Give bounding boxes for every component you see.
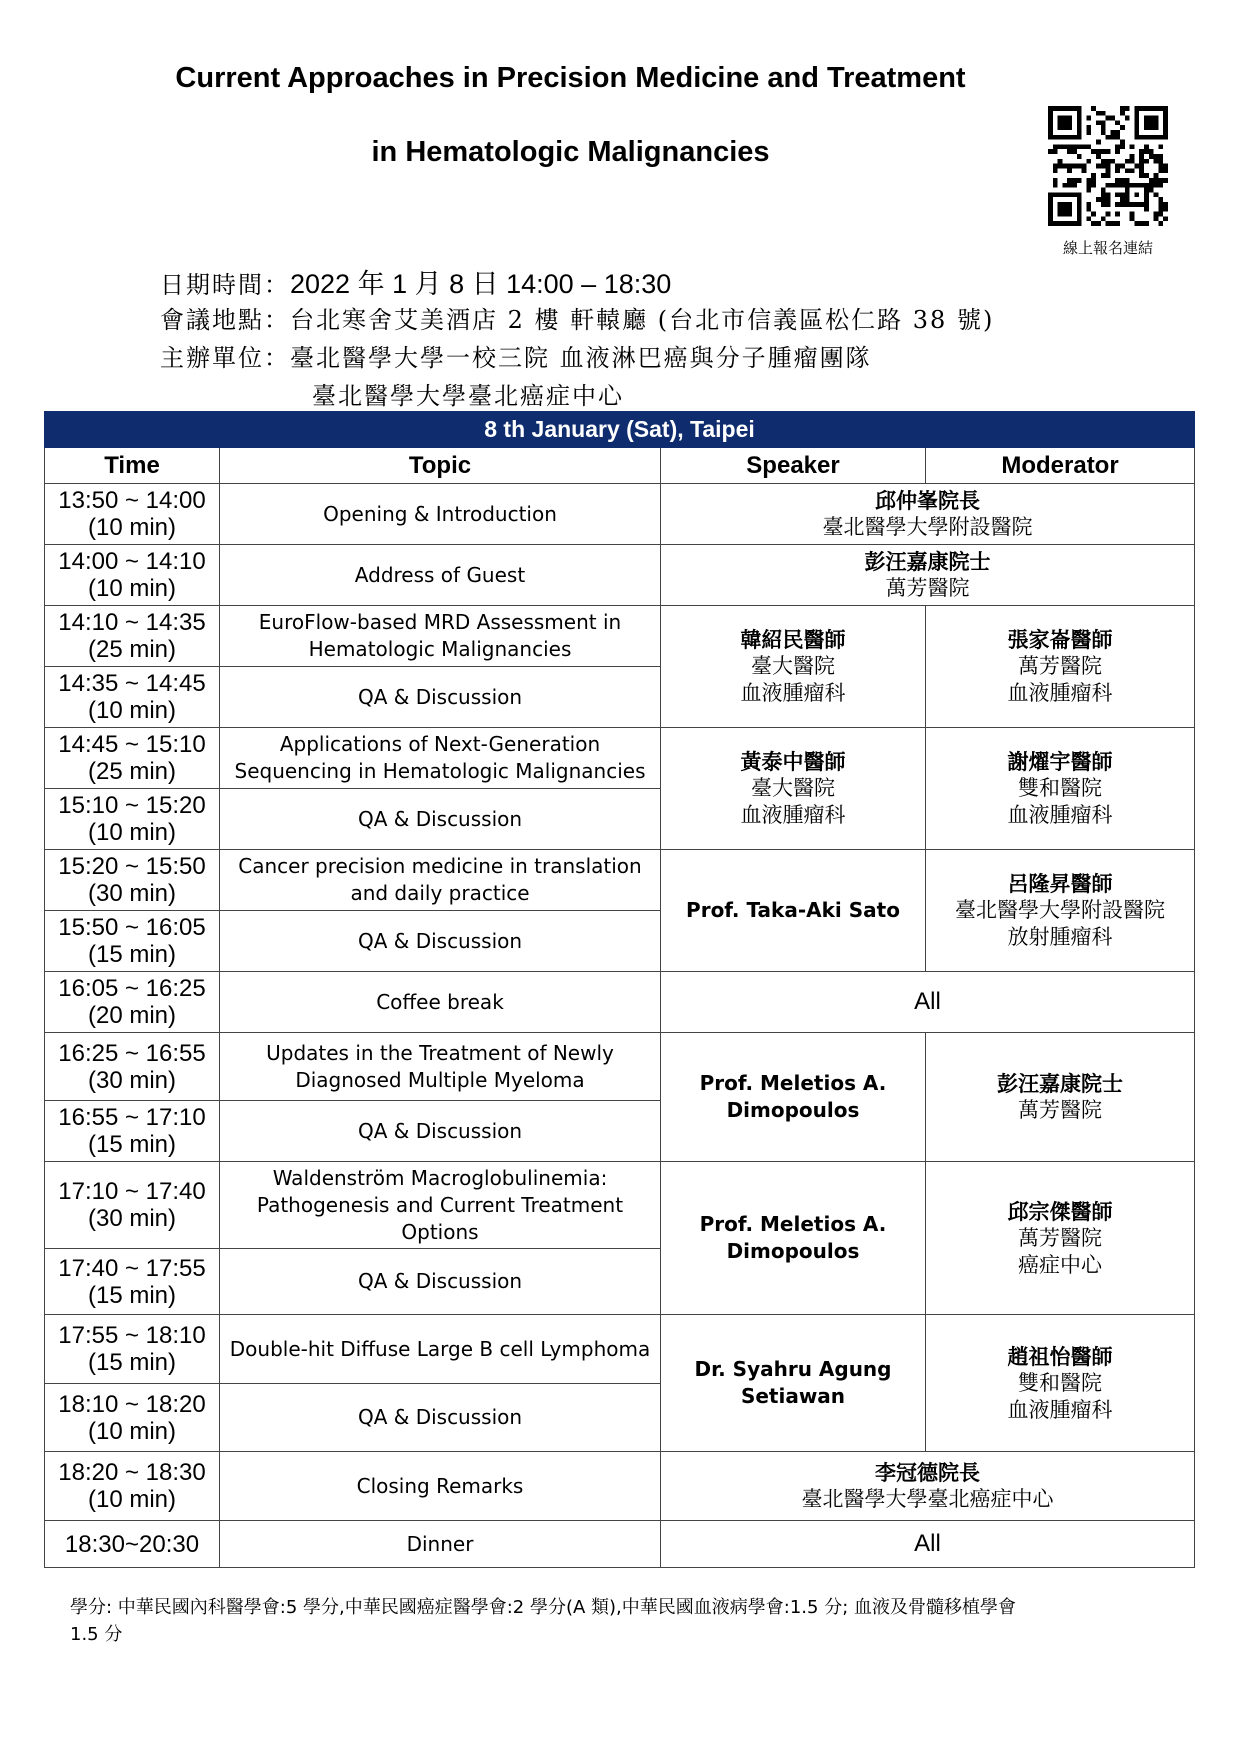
topic-cell: QA & Discussion bbox=[220, 1384, 661, 1452]
table-row bbox=[45, 1315, 1195, 1384]
organizer-value-2: 臺北醫學大學臺北癌症中心 bbox=[312, 382, 624, 410]
header-moderator: Moderator bbox=[926, 448, 1195, 484]
table-row bbox=[45, 1521, 1195, 1568]
time-cell: 17:55 ~ 18:10 (15 min) bbox=[45, 1315, 220, 1384]
moderator-cell: 趙祖怡醫師 雙和醫院 血液腫瘤科 bbox=[926, 1315, 1195, 1452]
title-line-1: Current Approaches in Precision Medicine and Treatment bbox=[175, 62, 966, 94]
topic-cell: Dinner bbox=[220, 1521, 661, 1568]
topic-cell: QA & Discussion bbox=[220, 667, 661, 728]
organizer-value-1: 臺北醫學大學一校三院 血液淋巴癌與分子腫瘤團隊 bbox=[290, 344, 872, 372]
moderator-cell: 邱宗傑醫師 萬芳醫院 癌症中心 bbox=[926, 1162, 1195, 1315]
table-row bbox=[45, 728, 1195, 789]
table-row bbox=[45, 850, 1195, 911]
header-time: Time bbox=[45, 448, 220, 484]
topic-cell: Address of Guest bbox=[220, 545, 661, 606]
topic-cell: Applications of Next-Generation Sequencing in Hematologic Malignancies bbox=[220, 728, 661, 789]
moderator-cell: 謝燿宇醫師 雙和醫院 血液腫瘤科 bbox=[926, 728, 1195, 850]
credits-line-2: 1.5 分 bbox=[70, 1624, 123, 1645]
speaker-cell: Prof. Meletios A. Dimopoulos bbox=[661, 1162, 926, 1315]
organizer-label: 主辦單位： bbox=[160, 344, 290, 372]
time-cell: 14:10 ~ 14:35 (25 min) bbox=[45, 606, 220, 667]
info-organizer bbox=[160, 338, 872, 373]
info-venue bbox=[160, 300, 994, 335]
time-cell: 16:05 ~ 16:25 (20 min) bbox=[45, 972, 220, 1033]
topic-cell: Closing Remarks bbox=[220, 1452, 661, 1521]
moderator-cell: 呂隆昇醫師 臺北醫學大學附設醫院 放射腫瘤科 bbox=[926, 850, 1195, 972]
table-row bbox=[45, 545, 1195, 606]
time-cell: 17:40 ~ 17:55 (15 min) bbox=[45, 1249, 220, 1315]
topic-cell: Coffee break bbox=[220, 972, 661, 1033]
header-speaker: Speaker bbox=[661, 448, 926, 484]
topic-cell: Updates in the Treatment of Newly Diagnosed Multiple Myeloma bbox=[220, 1033, 661, 1101]
table-row bbox=[45, 1162, 1195, 1249]
time-cell: 18:20 ~ 18:30 (10 min) bbox=[45, 1452, 220, 1521]
time-cell: 15:20 ~ 15:50 (30 min) bbox=[45, 850, 220, 911]
topic-cell: QA & Discussion bbox=[220, 911, 661, 972]
topic-cell: QA & Discussion bbox=[220, 789, 661, 850]
topic-cell: EuroFlow-based MRD Assessment in Hematologic Malignancies bbox=[220, 606, 661, 667]
speaker-cell: Dr. Syahru Agung Setiawan bbox=[661, 1315, 926, 1452]
title-line-2: in Hematologic Malignancies bbox=[371, 136, 770, 168]
qr-code-icon[interactable] bbox=[1048, 106, 1168, 226]
time-cell: 17:10 ~ 17:40 (30 min) bbox=[45, 1162, 220, 1249]
time-cell: 16:55 ~ 17:10 (15 min) bbox=[45, 1101, 220, 1162]
topic-cell: Opening & Introduction bbox=[220, 484, 661, 545]
time-cell: 18:10 ~ 18:20 (10 min) bbox=[45, 1384, 220, 1452]
speaker-cell: 李冠德院長 臺北醫學大學臺北癌症中心 bbox=[661, 1452, 1195, 1521]
time-cell: 15:50 ~ 16:05 (15 min) bbox=[45, 911, 220, 972]
speaker-cell: Prof. Taka-Aki Sato bbox=[661, 850, 926, 972]
table-row bbox=[45, 1452, 1195, 1521]
date-value: 2022 年 1 月 8 日 14:00 – 18:30 bbox=[290, 269, 672, 299]
topic-cell: Double-hit Diffuse Large B cell Lymphoma bbox=[220, 1315, 661, 1384]
speaker-cell: 黃泰中醫師 臺大醫院 血液腫瘤科 bbox=[661, 728, 926, 850]
info-date bbox=[160, 262, 671, 301]
topic-cell: Waldenström Macroglobulinemia: Pathogenesis and Current Treatment Options bbox=[220, 1162, 661, 1249]
time-cell: 16:25 ~ 16:55 (30 min) bbox=[45, 1033, 220, 1101]
topic-cell: QA & Discussion bbox=[220, 1101, 661, 1162]
time-cell: 13:50 ~ 14:00 (10 min) bbox=[45, 484, 220, 545]
speaker-cell: Prof. Meletios A. Dimopoulos bbox=[661, 1033, 926, 1162]
venue-value: 台北寒舍艾美酒店 2 樓 軒轅廳 (台北市信義區松仁路 38 號) bbox=[290, 306, 995, 334]
time-cell: 14:45 ~ 15:10 (25 min) bbox=[45, 728, 220, 789]
table-row bbox=[45, 1033, 1195, 1101]
speaker-cell: All bbox=[661, 972, 1195, 1033]
moderator-cell: 張家崙醫師 萬芳醫院 血液腫瘤科 bbox=[926, 606, 1195, 728]
credits-note bbox=[70, 1594, 1170, 1648]
table-row bbox=[45, 606, 1195, 667]
schedule-banner: 8 th January (Sat), Taipei bbox=[45, 412, 1195, 448]
moderator-cell: 彭汪嘉康院士 萬芳醫院 bbox=[926, 1033, 1195, 1162]
date-label: 日期時間： bbox=[160, 271, 290, 299]
speaker-cell: 韓紹民醫師 臺大醫院 血液腫瘤科 bbox=[661, 606, 926, 728]
speaker-cell: 彭汪嘉康院士 萬芳醫院 bbox=[661, 545, 1195, 606]
table-row bbox=[45, 484, 1195, 545]
topic-cell: QA & Discussion bbox=[220, 1249, 661, 1315]
topic-cell: Cancer precision medicine in translation and daily practice bbox=[220, 850, 661, 911]
time-cell: 14:00 ~ 14:10 (10 min) bbox=[45, 545, 220, 606]
qr-caption: 線上報名連結 bbox=[1062, 239, 1153, 257]
header-topic: Topic bbox=[220, 448, 661, 484]
time-cell: 15:10 ~ 15:20 (10 min) bbox=[45, 789, 220, 850]
speaker-cell: All bbox=[661, 1521, 1195, 1568]
schedule-table bbox=[44, 411, 1194, 1568]
speaker-cell: 邱仲峯院長 臺北醫學大學附設醫院 bbox=[661, 484, 1195, 545]
time-cell: 18:30~20:30 bbox=[45, 1521, 220, 1568]
table-row bbox=[45, 972, 1195, 1033]
credits-line-1: 學分: 中華民國內科醫學會:5 學分,中華民國癌症醫學會:2 學分(A 類),中華民國血液病學會:1.5 分; 血液及骨髓移植學會 bbox=[70, 1597, 1016, 1618]
venue-label: 會議地點： bbox=[160, 306, 290, 334]
time-cell: 14:35 ~ 14:45 (10 min) bbox=[45, 667, 220, 728]
